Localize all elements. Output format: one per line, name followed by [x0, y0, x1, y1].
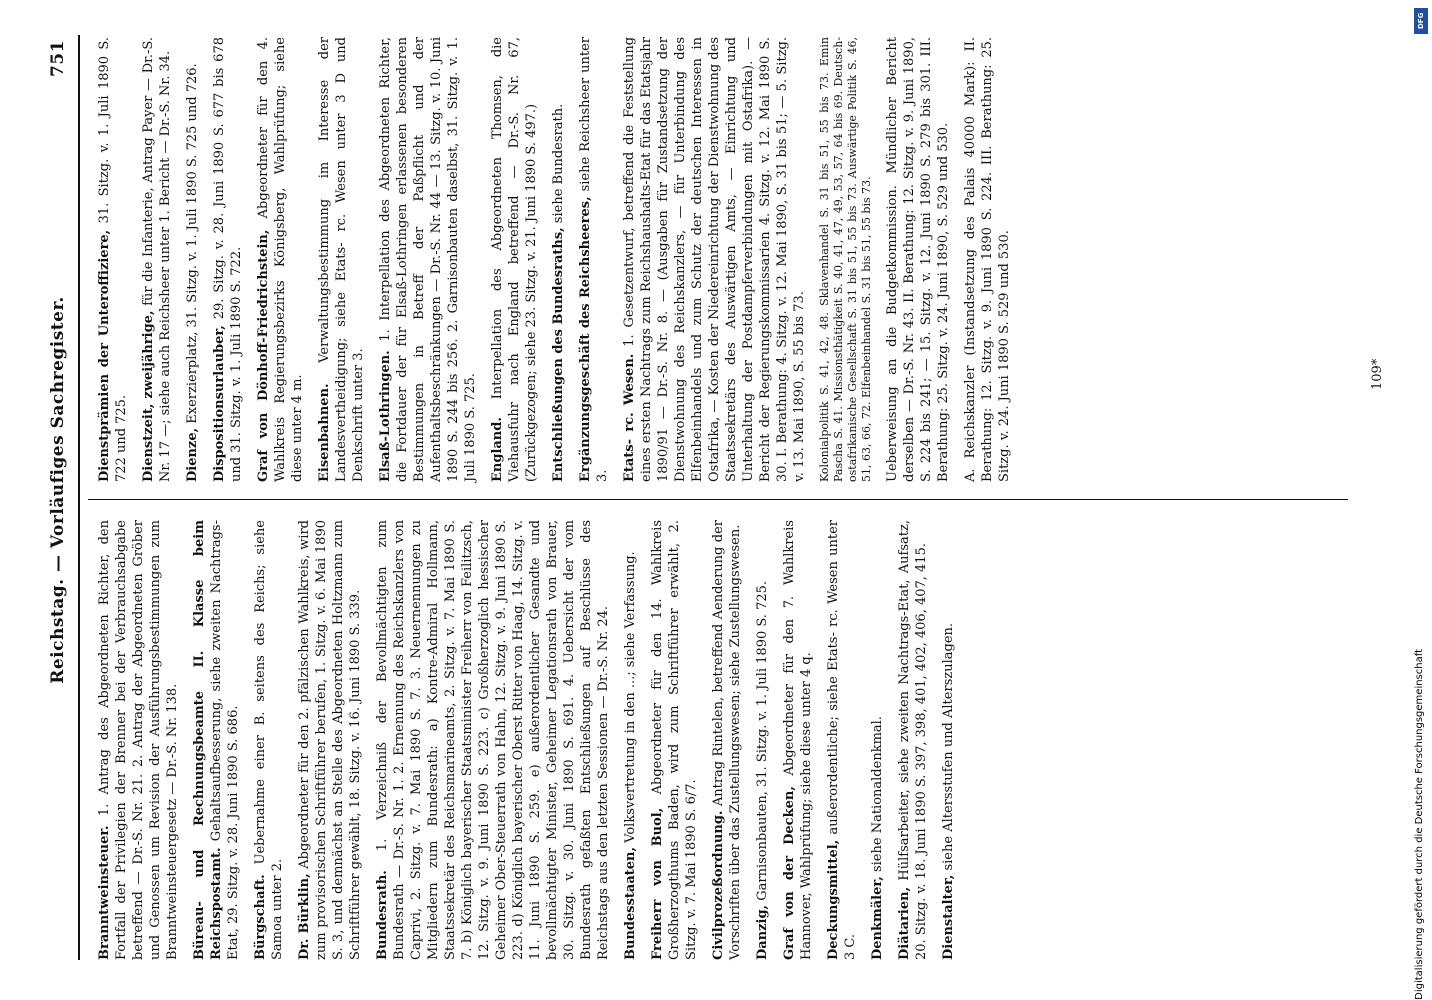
entry-keyword: Büreau- und Rechnungsbeamte II. Klasse beim Reichspostamt.	[192, 520, 224, 960]
entry-keyword: Entschließungen des Bundesraths,	[551, 227, 566, 482]
index-entry	[252, 520, 286, 960]
running-header	[48, 40, 72, 940]
index-entry	[374, 520, 612, 960]
index-entry	[489, 37, 540, 482]
entry-keyword: Deckungsmittel,	[826, 839, 841, 960]
entry-text: außerordentliche; siehe Etats- rc. Wesen unter 3 C.	[826, 520, 858, 960]
entry-keyword: Dr. Bürklin,	[297, 873, 312, 960]
entry-text: Exerzierplatz, 31. Sitzg. v. 1. Juli 1890 S. 725 und 726.	[185, 63, 200, 424]
index-entry	[825, 520, 859, 960]
entry-keyword: Civilprozeßordnung.	[711, 810, 726, 960]
index-entry	[377, 37, 479, 482]
index-entry	[96, 37, 130, 482]
entry-text: 31. Sitzg. v. 1. Juli 1890 S. 722 und 725.	[97, 37, 129, 482]
entry-text: A. Reichskanzler (Instandsetzung des Palais 40000 Mark): II. Berathung: 12. Sitzg. v. 9. Juni 1890 S. 224. III. Berathung: 25. Sitzg. v. 24. Juni 1890 S. 529 und 530.	[963, 37, 1012, 482]
entry-text: 1. Antrag des Abgeordneten Richter, den Fortfall der Privilegien der Brenner bei der Verbrauchsabgabe betreffend — Dr.-S. Nr. 21. 2. Antrag der Abgeordneten Gröber und Genossen um Revision der Ausführungsbestimmungen zum Branntweinsteuergesetz — Dr.-S. Nr. 138.	[97, 520, 180, 960]
entry-text: Abgeordneter für den 7. Wahlkreis Hannover, Wahlprüfung; siehe diese unter 4 q.	[782, 520, 814, 960]
entry-keyword: Denkmäler,	[870, 876, 885, 960]
entry-keyword: Graf von Dönhoff-Friedrichstein,	[256, 229, 271, 482]
entry-text: 1. Gesetzentwurf, betreffend die Feststellung eines ersten Nachtrags zum Reichshaushalts-Etat für das Etatsjahr 1890/91 — Dr.-S. Nr. 8. — (Ausgaben für Zustandsetzung der Dienstwohnung des Reichskanzlers, — für Unterbindung des Elfenbeinhandels und zum Schutz der deutschen Interessen in Ostafrika, — Kosten der Niedereinrichtung der Dienstwohnung des Staatssekretärs des Auswärtigen Amts, — Einrichtung und Unterhaltung der Postdampferverbindungen mit Ostafrika). — Bericht der Regierungskommissarien 4. Sitzg. v. 12. Mai 1890 S. 30. I. Berathung: 4. Sitzg. v. 12. Mai 1890, S. 31 bis 51; — 5. Sitzg. v. 13. Mai 1890, S. 55 bis 73.	[622, 36, 807, 482]
entry-text: siehe Reichsheer unter 3.	[578, 36, 610, 482]
entry-keyword: Elsaß-Lothringen.	[378, 350, 393, 482]
entry-text: siehe Bundesrath.	[551, 103, 566, 224]
header-title: Reichstag. — Vorläufiges Sachregister.	[48, 296, 68, 684]
index-entry	[184, 37, 201, 482]
entry-text: Uebernahme einer B. seitens des Reichs; siehe Samoa unter 2.	[253, 519, 285, 960]
entry-keyword: Diätarien,	[897, 886, 912, 960]
entry-keyword: Graf von der Decken,	[782, 786, 797, 960]
index-entry	[884, 37, 952, 482]
entry-keyword: Eisenbahnen.	[317, 383, 332, 482]
entry-keyword: Etats- rc. Wesen.	[622, 353, 637, 482]
entry-text: Abgeordneter für den 4. Wahlkreis Regierungsbezirks Königsberg, Wahlprüfung; siehe diese unter 4 m.	[256, 37, 305, 482]
entry-text: 1. Interpellation des Abgeordneten Richter, die Fortdauer der für Elsaß-Lothringen erlassenen besonderen Bestimmungen in Betreff der Paßpflicht und der Aufenthaltsbeschränkungen — Dr.-S. Nr. 44 — 13. Sitzg. v. 10. Juni 1890 S. 244 bis 256. 2. Garnisonbauten daselbst, 31. Sitzg. v. 1. Juli 1890 S. 725.	[378, 37, 478, 482]
entry-text: siehe Altersstufen und Alterszulagen.	[941, 622, 956, 871]
index-entry	[316, 37, 367, 482]
entry-text: Ueberweisung an die Budgetkommission. Mündlicher Bericht derselben — Dr.-S. Nr. 43. II. Berathung: 12. Sitzg. v. 9. Juni 1890, S. 224 bis 241; — 15. Sitzg. v. 12. Juni 1890 S. 279 bis 301. III. Berathung: 25. Sitzg. v. 24. Juni 1890, S. 529 und 530.	[885, 37, 951, 482]
index-entry	[621, 37, 808, 482]
entry-text: Gehaltsaufbesserung, siehe zweiten Nachtrags-Etat, 29. Sitzg. v. 28. Juni 1890 S. 686.	[209, 520, 241, 960]
entry-text: 1. Verzeichniß der Bevollmächtigten zum Bundesrath — Dr.-S. Nr. 1. 2. Ernennung des Reichskanzlers von Caprivi, 2. Sitzg. v. 7. Mai 1890 S. 7. 3. Neuernennungen zu Mitgliedern zum Bundesrath: a) Kontre-Admiral Hollmann, Staatssekretär des Reichsmarineamts, 2. Sitzg. v. 7. Mai 1890 S. 7. b) Königlich bayerischer Staatsminister Freiherr von Feilitzsch, 12. Sitzg. v. 9. Juni 1890 S. 223. c) Großherzoglich hessischer Geheimer Ober-Steuerrath von Hahn, 12. Sitzg. v. 9. Juni 1890 S. 223. d) Königlich bayerischer Oberst Ritter von Haag, 14. Sitzg. v. 11. Juni 1890 S. 259. e) außerordentlicher Gesandte und bevollmächtigter Minister, Geheimer Legationsrath von Brauer, 30. Sitzg. v. 30. Juni 1890 S. 691. 4. Uebersicht der vom Bundesrath gefaßten Entschließungen auf Beschlüsse des Reichstags aus den letzten Sessionen — Dr.-S. Nr. 24.	[375, 519, 611, 960]
index-entry	[96, 520, 181, 960]
entry-keyword: Dienze,	[185, 427, 200, 482]
index-entry	[550, 37, 567, 482]
index-entry	[962, 37, 1013, 482]
entry-text: Abgeordneter für den 14. Wahlkreis Großherzogthums Baden, wird zum Schriftführer erwählt, 2. Sitzg. v. 7. Mai 1890 S. 6/7.	[650, 520, 699, 960]
entry-keyword: Bürgschaft.	[253, 874, 268, 960]
entry-keyword: Dienstprämien der Unteroffiziere,	[97, 229, 112, 482]
index-entry	[818, 37, 874, 482]
entry-text: für die Infanterie, Antrag Payer — Dr.-S. Nr. 17 —; siehe auch Reichsheer unter 1. Bericht — Dr.-S. Nr. 34.	[141, 36, 173, 482]
entry-keyword: Bundesrath.	[375, 870, 390, 960]
entry-keyword: Dispositionsurlauber,	[212, 325, 227, 482]
entry-text: Garnisonbauten, 31. Sitzg. v. 1. Juli 1890 S. 725.	[755, 580, 770, 901]
index-entry	[255, 37, 306, 482]
index-entry	[869, 520, 886, 960]
index-entry	[781, 520, 815, 960]
entry-text: 29. Sitzg. v. 28. Juni 1890 S. 677 bis 678 und 31. Sitzg. v. 1. Juli 1890 S. 722.	[212, 37, 244, 482]
index-entry	[211, 37, 245, 482]
index-entry	[940, 520, 957, 960]
entry-keyword: England.	[490, 417, 505, 482]
index-entry	[754, 520, 771, 960]
entry-text: Verwaltungsbestimmung im Interesse der Landesvertheidigung; siehe Etats- rc. Wesen unter 3 D und Denkschrift unter 3.	[317, 37, 366, 482]
entry-text: Antrag Rintelen, betreffend Aenderung der Vorschriften über das Zustellungswesen; siehe Zustellungswesen.	[711, 520, 743, 960]
entry-text: Interpellation des Abgeordneten Thomsen, die Viehausfuhr nach England betreffend — Dr.-S. Nr. 67, (Zurückgezogen; siehe 23. Sitzg. v. 21. Juni 1890 S. 497.)	[490, 37, 539, 482]
index-entry	[896, 520, 930, 960]
signature-mark: 109*	[1370, 358, 1385, 390]
entry-text: Hülfsarbeiter, siehe zweiten Nachtrags-Etat, Aufsatz, 20. Sitzg. v. 18. Juni 1890 S. 397, 398, 401, 402, 406, 407, 415.	[897, 520, 929, 960]
left-column	[96, 520, 967, 960]
entry-keyword: Ergänzungsgeschäft des Reichsheeres,	[578, 196, 593, 482]
entry-text: Abgeordneter für den 2. pfälzischen Wahlkreis, wird zum provisorischen Schriftführer berufen, 1. Sitzg. v. 6. Mai 1890 S. 3, und demnächst an Stelle des Abgeordneten Holtzmann zum Schriftführer gewählt, 18. Sitzg. v. 16. Juni 1890 S. 339.	[297, 520, 363, 960]
right-column	[96, 37, 1023, 482]
digitization-note-text: Digitalisierung gefördert durch die Deutsche Forschungsgemeinschaft	[1413, 649, 1425, 1000]
entry-keyword: Dienstzeit, zweijährige,	[141, 310, 156, 482]
entry-keyword: Freiherr von Buol,	[650, 807, 665, 960]
entry-keyword: Branntweinsteuer.	[97, 825, 112, 960]
column-divider	[88, 499, 1348, 500]
entry-keyword: Danzig,	[755, 904, 770, 960]
entry-keyword: Dienstalter,	[941, 874, 956, 960]
index-entry	[140, 37, 174, 482]
index-entry	[622, 520, 639, 960]
page-number: 751	[48, 40, 68, 77]
entry-keyword: Bundesstaaten,	[623, 847, 638, 960]
index-entry	[649, 520, 700, 960]
index-entry	[191, 520, 242, 960]
entry-text: siehe Nationaldenkmal.	[870, 716, 885, 873]
entry-text: Kolonialpolitik S. 41, 42, 48. Sklavenhandel S. 31 bis 51, 55 bis 73. Emin Pascha S. 41. Missionsthätigkeit S. 40, 41, 47, 49, 53, 57, 64 bis 69. Deutsch-ostafrikanische Gesellschaft S. 31 bis 51, 55 bis 73. Auswärtige Politik S. 46, 51, 63, 66, 72. Elfenbeinhandel S. 31 bis 51, 55 bis 73.	[818, 37, 873, 482]
entry-text: Volksvertretung in den ...; siehe Verfassung.	[623, 551, 638, 843]
index-entry	[577, 37, 611, 482]
dfg-logo: DFG	[1414, 8, 1428, 34]
header-rule	[78, 35, 80, 960]
index-entry	[710, 520, 744, 960]
digitization-note	[1410, 160, 1428, 1000]
index-entry	[296, 520, 364, 960]
